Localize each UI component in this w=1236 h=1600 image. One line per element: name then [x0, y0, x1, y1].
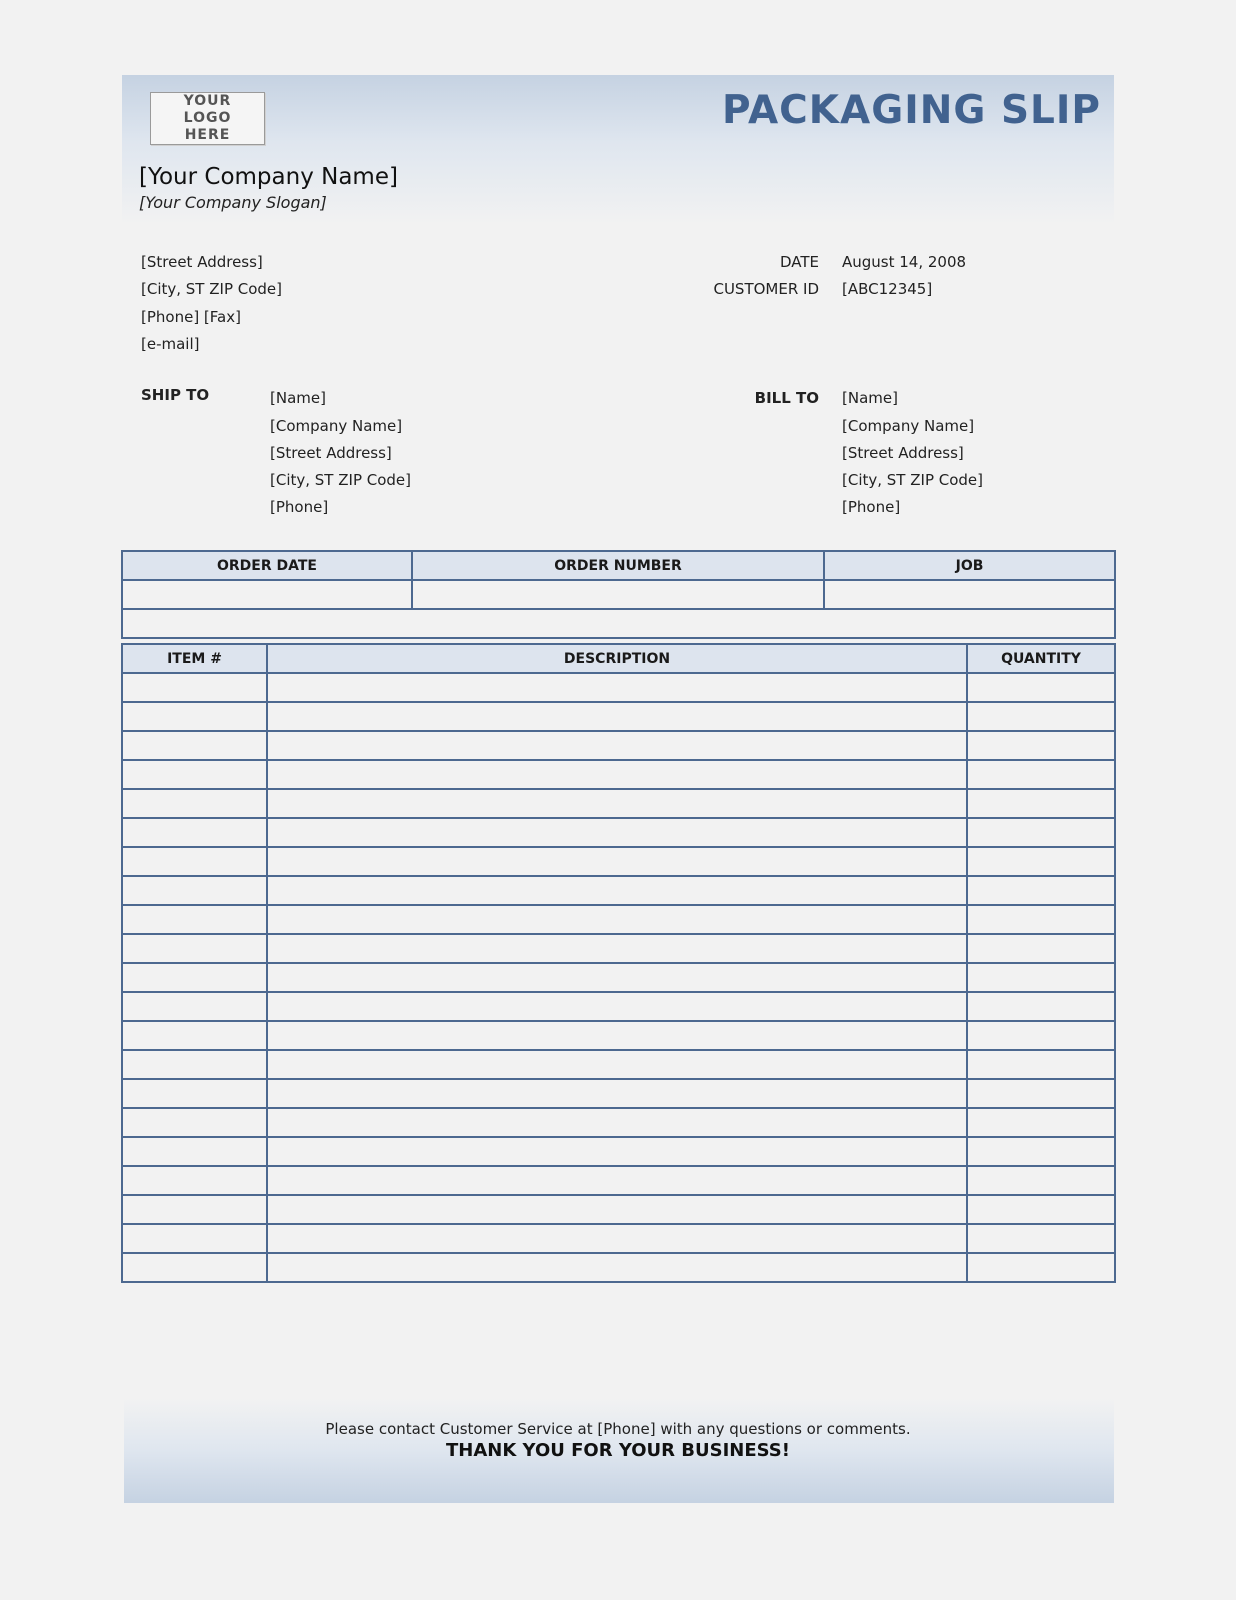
ship-to-name: [Name]	[270, 389, 326, 407]
item-rows	[122, 673, 1115, 1282]
table-row	[122, 1021, 1115, 1050]
description-cell[interactable]	[267, 789, 967, 818]
sender-city: [City, ST ZIP Code]	[141, 280, 283, 298]
item-number-cell[interactable]	[122, 876, 267, 905]
table-row	[122, 1195, 1115, 1224]
description-cell[interactable]	[267, 847, 967, 876]
item-number-cell[interactable]	[122, 673, 267, 702]
description-cell[interactable]	[267, 963, 967, 992]
description-cell[interactable]	[267, 905, 967, 934]
footer-thanks: THANK YOU FOR YOUR BUSINESS!	[446, 1440, 790, 1461]
table-row	[122, 818, 1115, 847]
order-number-header: ORDER NUMBER	[412, 551, 824, 580]
quantity-cell[interactable]	[967, 702, 1115, 731]
description-cell[interactable]	[267, 1021, 967, 1050]
logo-text: YOUR LOGO HERE	[183, 93, 232, 143]
company-name: [Your Company Name]	[139, 164, 398, 190]
table-row	[122, 731, 1115, 760]
item-number-cell[interactable]	[122, 789, 267, 818]
bill-to-label: BILL TO	[754, 389, 819, 407]
item-number-cell[interactable]	[122, 1224, 267, 1253]
ship-to-street: [Street Address]	[270, 444, 392, 462]
items-table	[121, 643, 1116, 1283]
quantity-cell[interactable]	[967, 760, 1115, 789]
order-info-table	[121, 550, 1116, 639]
ship-to-city: [City, ST ZIP Code]	[270, 471, 412, 489]
quantity-cell[interactable]	[967, 1137, 1115, 1166]
footer-contact: Please contact Customer Service at [Phone] with any questions or comments.	[325, 1420, 911, 1438]
bill-to-name: [Name]	[842, 389, 898, 407]
quantity-cell[interactable]	[967, 876, 1115, 905]
table-row	[122, 847, 1115, 876]
date-label: DATE	[779, 253, 819, 271]
quantity-cell[interactable]	[967, 905, 1115, 934]
quantity-cell[interactable]	[967, 673, 1115, 702]
description-cell[interactable]	[267, 1195, 967, 1224]
quantity-header: QUANTITY	[967, 644, 1115, 673]
description-header: DESCRIPTION	[267, 644, 967, 673]
item-number-cell[interactable]	[122, 847, 267, 876]
description-cell[interactable]	[267, 702, 967, 731]
quantity-cell[interactable]	[967, 1050, 1115, 1079]
ship-to-phone: [Phone]	[270, 498, 329, 516]
item-number-cell[interactable]	[122, 992, 267, 1021]
quantity-cell[interactable]	[967, 818, 1115, 847]
table-row	[122, 1108, 1115, 1137]
description-cell[interactable]	[267, 818, 967, 847]
spacer-row	[122, 609, 1115, 638]
bill-to-company: [Company Name]	[842, 417, 975, 435]
item-number-cell[interactable]	[122, 1079, 267, 1108]
item-number-cell[interactable]	[122, 1166, 267, 1195]
table-row	[122, 992, 1115, 1021]
quantity-cell[interactable]	[967, 1224, 1115, 1253]
job-cell[interactable]	[824, 580, 1115, 609]
sender-street: [Street Address]	[141, 253, 263, 271]
ship-to-company: [Company Name]	[270, 417, 403, 435]
date-value: August 14, 2008	[842, 253, 967, 271]
item-number-cell[interactable]	[122, 1050, 267, 1079]
quantity-cell[interactable]	[967, 789, 1115, 818]
quantity-cell[interactable]	[967, 731, 1115, 760]
item-number-cell[interactable]	[122, 760, 267, 789]
item-number-cell[interactable]	[122, 731, 267, 760]
quantity-cell[interactable]	[967, 963, 1115, 992]
table-row	[122, 1166, 1115, 1195]
description-cell[interactable]	[267, 673, 967, 702]
item-number-cell[interactable]	[122, 818, 267, 847]
description-cell[interactable]	[267, 876, 967, 905]
item-number-cell[interactable]	[122, 963, 267, 992]
document-title: PACKAGING SLIP	[722, 88, 1101, 133]
quantity-cell[interactable]	[967, 1108, 1115, 1137]
bill-to-city: [City, ST ZIP Code]	[842, 471, 984, 489]
order-number-cell[interactable]	[412, 580, 824, 609]
description-cell[interactable]	[267, 731, 967, 760]
quantity-cell[interactable]	[967, 934, 1115, 963]
quantity-cell[interactable]	[967, 847, 1115, 876]
job-header: JOB	[824, 551, 1115, 580]
item-number-cell[interactable]	[122, 934, 267, 963]
table-row	[122, 1253, 1115, 1282]
table-row	[122, 789, 1115, 818]
description-cell[interactable]	[267, 934, 967, 963]
description-cell[interactable]	[267, 760, 967, 789]
item-number-cell[interactable]	[122, 702, 267, 731]
item-number-cell[interactable]	[122, 1253, 267, 1282]
table-row	[122, 905, 1115, 934]
item-number-cell[interactable]	[122, 905, 267, 934]
description-cell[interactable]	[267, 1166, 967, 1195]
bill-to-street: [Street Address]	[842, 444, 964, 462]
company-slogan: [Your Company Slogan]	[139, 193, 327, 212]
item-number-cell[interactable]	[122, 1195, 267, 1224]
description-cell[interactable]	[267, 992, 967, 1021]
customer-id-value: [ABC12345]	[842, 280, 933, 298]
description-cell[interactable]	[267, 1253, 967, 1282]
customer-id-label: CUSTOMER ID	[713, 280, 819, 298]
quantity-cell[interactable]	[967, 1079, 1115, 1108]
item-number-cell[interactable]	[122, 1108, 267, 1137]
quantity-cell[interactable]	[967, 1166, 1115, 1195]
table-row	[122, 702, 1115, 731]
description-cell[interactable]	[267, 1137, 967, 1166]
quantity-cell[interactable]	[967, 1253, 1115, 1282]
quantity-cell[interactable]	[967, 992, 1115, 1021]
ship-to-label: SHIP TO	[141, 386, 210, 404]
table-row	[122, 876, 1115, 905]
item-number-cell[interactable]	[122, 1021, 267, 1050]
quantity-cell[interactable]	[967, 1195, 1115, 1224]
order-date-cell[interactable]	[122, 580, 412, 609]
table-row	[122, 934, 1115, 963]
logo-placeholder	[150, 92, 265, 145]
description-cell[interactable]	[267, 1108, 967, 1137]
description-cell[interactable]	[267, 1050, 967, 1079]
table-row	[122, 1137, 1115, 1166]
sender-email: [e-mail]	[141, 335, 200, 353]
description-cell[interactable]	[267, 1079, 967, 1108]
table-row	[122, 1224, 1115, 1253]
table-row	[122, 1050, 1115, 1079]
table-row	[122, 760, 1115, 789]
item-number-header: ITEM #	[122, 644, 267, 673]
sender-phone-fax: [Phone] [Fax]	[141, 308, 241, 326]
table-row	[122, 963, 1115, 992]
table-row	[122, 1079, 1115, 1108]
order-date-header: ORDER DATE	[122, 551, 412, 580]
item-number-cell[interactable]	[122, 1137, 267, 1166]
quantity-cell[interactable]	[967, 1021, 1115, 1050]
description-cell[interactable]	[267, 1224, 967, 1253]
table-row	[122, 673, 1115, 702]
bill-to-phone: [Phone]	[842, 498, 901, 516]
